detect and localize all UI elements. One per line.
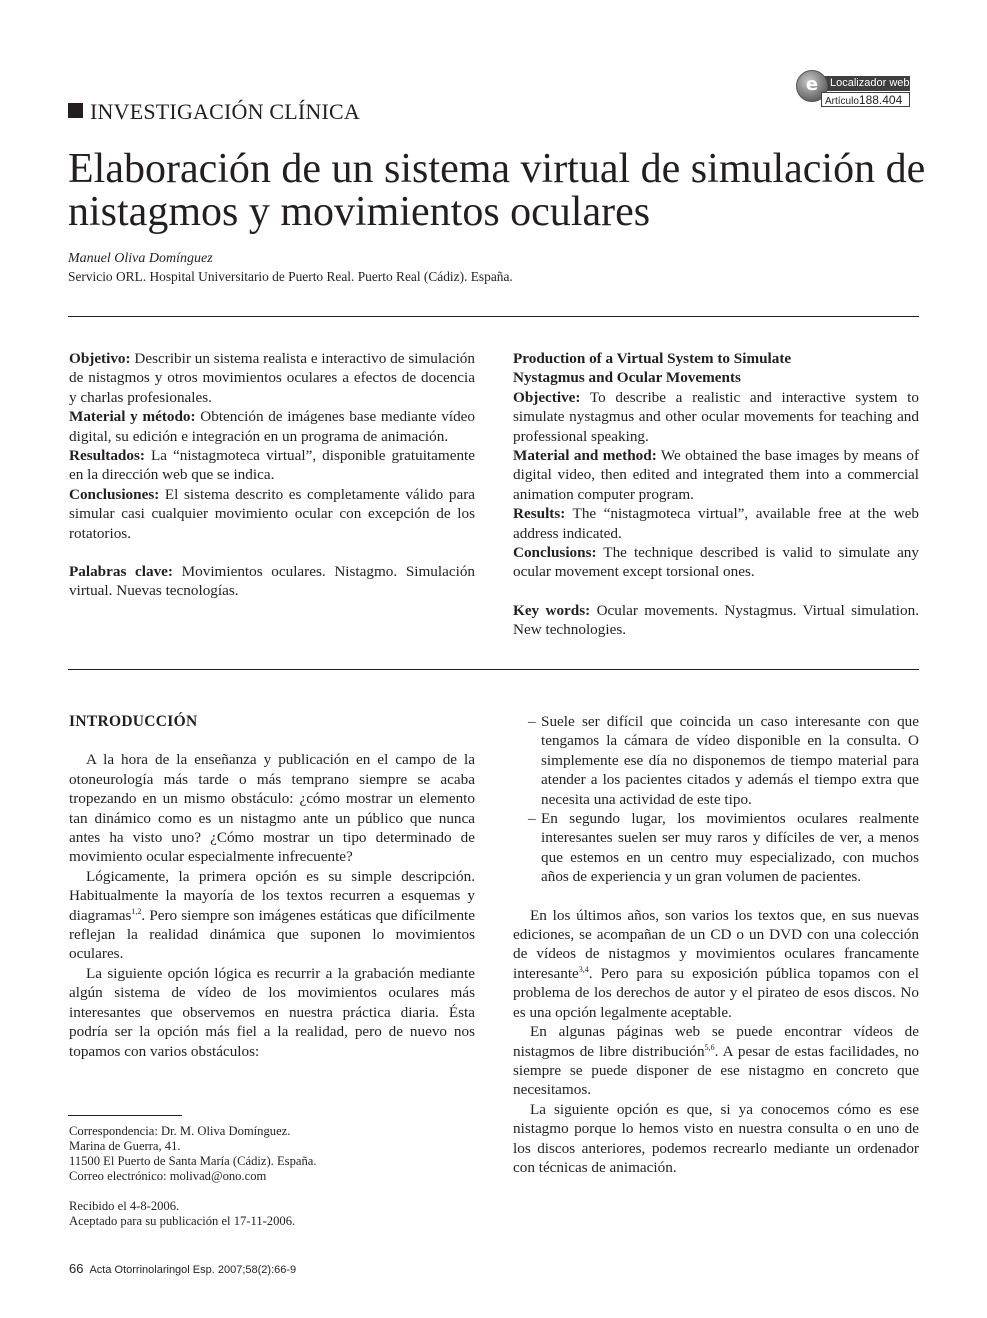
footnote-correspondence [69, 1124, 317, 1184]
abstract-es-results-text: La “nistagmoteca virtual”, disponible gratuitamente en la dirección web que se indica. [69, 447, 475, 484]
abstract-en-method-text: We obtained the base images by means of digital video, then edited and integrated them into a commercial animation computer program. [513, 447, 920, 503]
locator-article [821, 92, 910, 107]
web-locator-badge[interactable] [796, 70, 912, 110]
body-p2-text-a: Lógicamente, la primera opción es su simple descripción. Habitualmente la mayoría de los textos recurren a esquemas y diagramas [69, 867, 475, 924]
locator-label: Localizador web [818, 76, 910, 91]
page-number: 66 [69, 1261, 84, 1276]
abstract-es-keywords-label: Palabras clave: [69, 563, 173, 581]
dash-bullet: – [528, 713, 536, 730]
body-p5-text-b: . A pesar de estas facilidades, no siempre se puede disponer de ese nistagmo en concreto que necesitamos. [513, 1042, 919, 1099]
body-column-right [513, 712, 919, 1177]
abstract-en-objective-text: To describe a realistic and interactive system to simulate nystagmus and other ocular movements for teaching and professional speaking. [513, 388, 919, 445]
footnote-line-1: Correspondencia: Dr. M. Oliva Domínguez. [69, 1124, 291, 1138]
body-paragraph-1: A la hora de la enseñanza y publicación en el campo de la otoneurología más tarde o más temprano siempre se acaba tropezando en un mismo obstáculo: ¿cómo mostrar un elemento tan dinámico como es un nistagmo ante un público que nunca antes ha visto uno? ¿Cómo mostrar un tipo determinado de movimiento ocular especialmente infrecuente? [69, 751, 475, 866]
footnote-dates [69, 1199, 295, 1229]
citation-1-2: 1,2 [131, 906, 142, 916]
list-item-1-text: Suele ser difícil que coincida un caso interesante con que tengamos la cámara de vídeo disponible en la consulta. O simplemente ese día no disponemos de tiempo material para atender a los pacientes citados y además el tiempo extra que necesita una actividad de este tipo. [541, 713, 919, 808]
page-footer [69, 1261, 296, 1276]
section-label-text: INVESTIGACIÓN CLÍNICA [90, 99, 361, 124]
body-paragraph-4 [513, 906, 919, 1022]
abstract-es-objective-label: Objetivo: [69, 350, 131, 367]
abstract-spanish [69, 349, 475, 601]
abstract-en-results-text: The “nistagmoteca virtual”, available free at the web address indicated. [513, 505, 919, 542]
author: Manuel Oliva Domínguez [68, 251, 213, 266]
globe-e-letter: e [805, 74, 819, 95]
citation-3-4: 3,4 [578, 964, 589, 974]
body-paragraph-2 [69, 867, 475, 964]
list-item-2 [513, 809, 919, 887]
abstract-en-keywords-label: Key words: [513, 601, 591, 619]
abstract-en-conclusions-label: Conclusions: [513, 544, 597, 562]
accepted-date: Aceptado para su publicación el 17-11-2006. [69, 1214, 296, 1228]
journal-citation: Acta Otorrinolaringol Esp. 2007;58(2):66-9 [89, 1264, 297, 1276]
dash-bullet: – [528, 810, 536, 828]
body-p4-text-a: En los últimos años, son varios los textos que, en sus nuevas ediciones, se acompañan de un CD o un DVD con una colección de vídeos de nistagmos y movimientos oculares francamente interesante [513, 906, 919, 982]
abstract-es-method-text: Obtención de imágenes base mediante vídeo digital, su edición e integración en un programa de animación. [69, 408, 475, 445]
abstract-es-results [69, 446, 475, 485]
abstract-es-objective-text: Describir un sistema realista e interactivo de simulación de nistagmos y otros movimientos oculares a efectos de docencia y charlas profesionales. [69, 350, 475, 406]
footnote-line-3: 11500 El Puerto de Santa María (Cádiz). España. [69, 1154, 317, 1168]
abstract-es-keywords-text: Movimientos oculares. Nistagmo. Simulación virtual. Nuevas tecnologías. [69, 563, 476, 600]
top-divider [68, 316, 919, 317]
abstract-en-results [513, 504, 919, 543]
section-square-icon [68, 103, 83, 118]
abstract-es-results-label: Resultados: [69, 447, 145, 465]
abstract-en-objective-label: Objective: [513, 388, 581, 406]
abstract-en-keywords [513, 601, 919, 640]
body-paragraph-5 [513, 1022, 919, 1100]
abstract-en-method [513, 446, 919, 504]
locator-article-number: 188.404 [858, 93, 903, 107]
abstract-divider [68, 669, 919, 670]
article-title: Elaboración de un sistema virtual de simulación de nistagmos y movimientos oculares [68, 146, 926, 235]
footnote-line-4[interactable]: Correo electrónico: molivad@ono.com [69, 1169, 267, 1183]
citation-5-6: 5,6 [704, 1042, 715, 1052]
abstract-english [513, 349, 919, 640]
abstract-es-conclusions-text: El sistema descrito es completamente válido para simular casi cualquier movimiento ocular con excepción de los rotatorios. [69, 485, 475, 542]
body-paragraph-3: La siguiente opción lógica es recurrir a la grabación mediante algún sistema de vídeo de los movimientos oculares más interesantes que observemos en nuestra práctica diaria. Ésta podría ser la opción más fiel a la realidad, pero de nuevo nos topamos con varios obstáculos: [69, 964, 475, 1060]
abstract-es-conclusions [69, 485, 475, 543]
abstract-en-title-line1: Production of a Virtual System to Simulate [513, 350, 792, 367]
affiliation: Servicio ORL. Hospital Universitario de Puerto Real. Puerto Real (Cádiz). España. [68, 269, 513, 284]
abstract-en-conclusions-text: The technique described is valid to simulate any ocular movement except torsional ones. [513, 544, 919, 581]
footnote-line-2: Marina de Guerra, 41. [69, 1139, 181, 1153]
list-item-2-text: En segundo lugar, los movimientos oculares realmente interesantes suelen ser muy raros y difíciles de ver, a menos que estemos en un centro muy especializado, con muchos años de experiencia y un gran volumen de pacientes. [541, 810, 919, 886]
received-date: Recibido el 4-8-2006. [69, 1199, 180, 1213]
abstract-en-conclusions [513, 543, 919, 582]
list-item-1 [513, 712, 919, 809]
section-heading-introduction: INTRODUCCIÓN [69, 713, 198, 730]
abstract-en-method-label: Material and method: [513, 447, 657, 465]
abstract-es-keywords [69, 562, 475, 601]
body-p5-text-a: En algunas páginas web se puede encontrar vídeos de nistagmos de libre distribución [513, 1023, 919, 1060]
footnote-rule [68, 1115, 182, 1116]
abstract-es-conclusions-label: Conclusiones: [69, 485, 160, 503]
body-p2-text-b: . Pero siempre son imágenes estáticas que difícilmente reflejan la realidad dinámica que suponen lo movimientos oculares. [69, 906, 475, 963]
body-paragraph-6: La siguiente opción es que, si ya conocemos cómo es ese nistagmo porque lo hemos visto en nuestra consulta o en uno de los discos anteriores, podemos recrearlo mediante un ordenador con técnicas de animación. [513, 1100, 919, 1176]
abstract-en-title-line2: Nystagmus and Ocular Movements [513, 369, 741, 387]
body-p4-text-b: . Pero para su exposición pública topamos con el problema de los derechos de autor y el pirateo de esos discos. No es una opción legalmente aceptable. [513, 964, 919, 1021]
locator-article-label: Artículo [825, 96, 859, 107]
abstract-en-objective [513, 388, 919, 446]
abstract-en-results-label: Results: [513, 505, 566, 523]
abstract-es-objective [69, 349, 475, 407]
body-column-left [69, 712, 475, 1061]
abstract-en-keywords-text: Ocular movements. Nystagmus. Virtual simulation. New technologies. [513, 601, 919, 639]
abstract-es-method-label: Material y método: [69, 408, 196, 426]
section-label [68, 99, 360, 125]
abstract-es-method [69, 407, 475, 446]
